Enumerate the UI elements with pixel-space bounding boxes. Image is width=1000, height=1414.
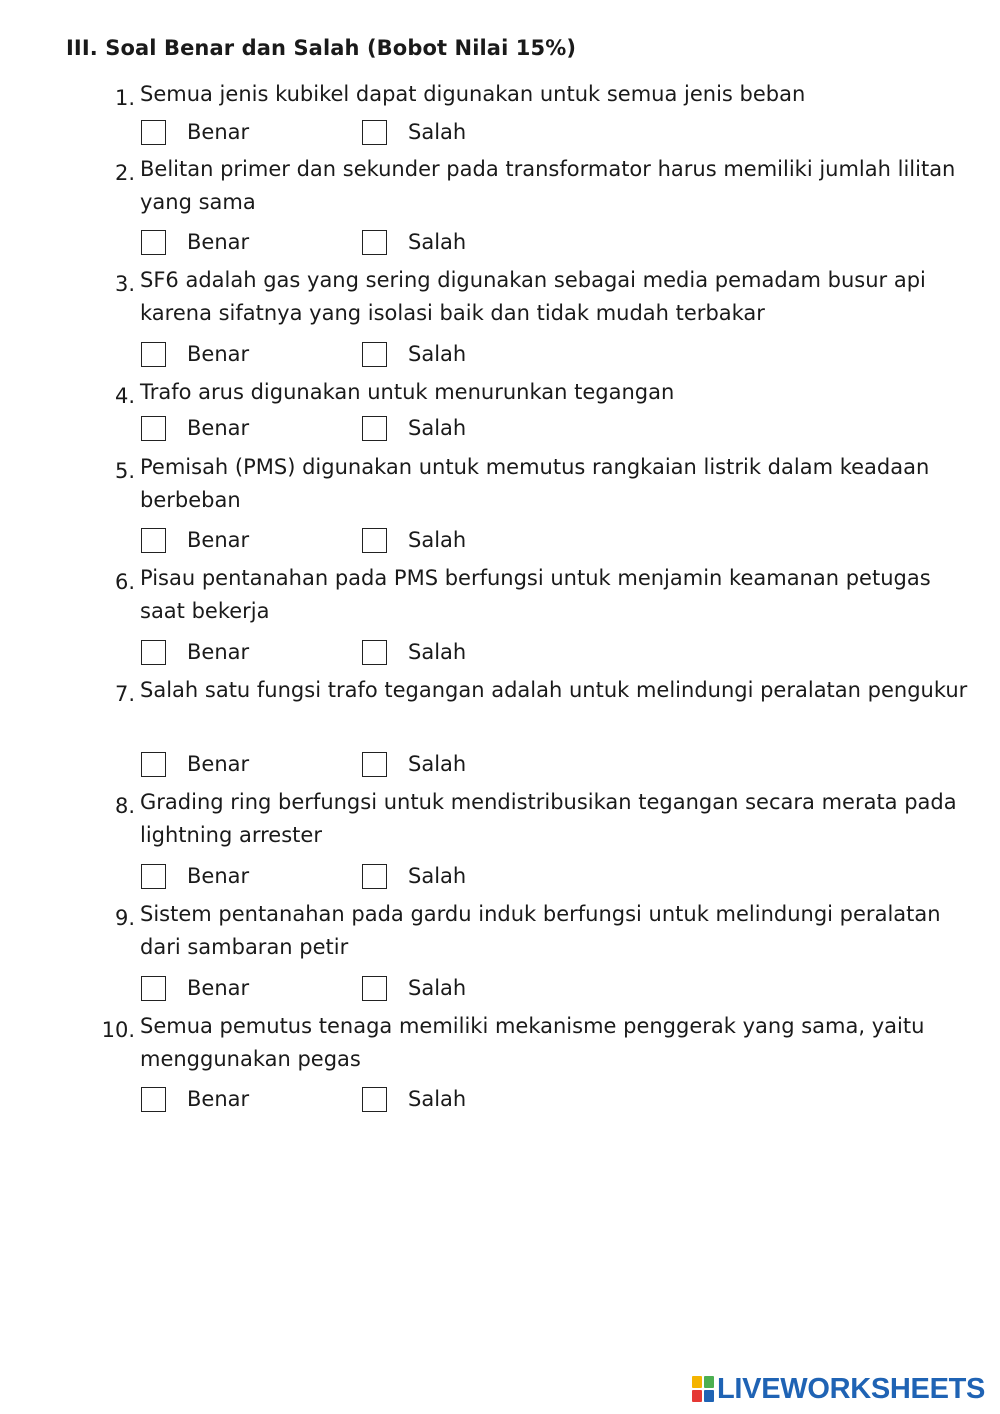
logo-square-3 [692,1390,702,1402]
checkbox-salah[interactable] [362,120,387,145]
checkbox-salah[interactable] [362,416,387,441]
label-benar: Benar [187,342,250,366]
question-number: 2. [114,161,135,185]
label-salah: Salah [408,230,467,254]
checkbox-salah[interactable] [362,342,387,367]
question-text: Semua jenis kubikel dapat digunakan untuk semua jenis beban [140,82,806,106]
checkbox-benar[interactable] [141,120,166,145]
label-salah: Salah [408,864,467,888]
checkbox-salah[interactable] [362,976,387,1001]
label-salah: Salah [408,120,467,144]
checkbox-benar[interactable] [141,752,166,777]
label-benar: Benar [187,528,250,552]
checkbox-benar[interactable] [141,864,166,889]
question-text: Pemisah (PMS) digunakan untuk memutus rangkaian listrik dalam keadaan berbeban [140,455,930,512]
label-benar: Benar [187,976,250,1000]
label-benar: Benar [187,864,250,888]
checkbox-salah[interactable] [362,1087,387,1112]
question-number: 10. [101,1018,135,1042]
label-salah: Salah [408,528,467,552]
checkbox-salah[interactable] [362,864,387,889]
question-number: 3. [114,272,135,296]
logo-icon [692,1376,714,1402]
question-text: Trafo arus digunakan untuk menurunkan tegangan [140,380,675,404]
label-salah: Salah [408,640,467,664]
question-text: Semua pemutus tenaga memiliki mekanisme penggerak yang sama, yaitu menggunakan pegas [140,1014,925,1071]
label-benar: Benar [187,416,250,440]
checkbox-salah[interactable] [362,528,387,553]
label-salah: Salah [408,976,467,1000]
checkbox-benar[interactable] [141,640,166,665]
checkbox-salah[interactable] [362,230,387,255]
label-benar: Benar [187,752,250,776]
question-number: 7. [114,682,135,706]
question-number: 4. [114,384,135,408]
checkbox-benar[interactable] [141,1087,166,1112]
checkbox-benar[interactable] [141,230,166,255]
question-number: 1. [114,86,135,110]
section-title: III. Soal Benar dan Salah (Bobot Nilai 15%) [66,36,577,60]
label-salah: Salah [408,752,467,776]
question-number: 8. [114,794,135,818]
label-benar: Benar [187,120,250,144]
checkbox-benar[interactable] [141,416,166,441]
question-text: SF6 adalah gas yang sering digunakan sebagai media pemadam busur api karena sifatnya yang isolasi baik dan tidak mudah terbakar [140,268,926,325]
logo-square-1 [692,1376,702,1388]
question-number: 9. [114,906,135,930]
checkbox-salah[interactable] [362,752,387,777]
question-text: Grading ring berfungsi untuk mendistribusikan tegangan secara merata pada lightning arrester [140,790,957,847]
liveworksheets-logo [692,1372,985,1406]
question-number: 5. [114,459,135,483]
label-salah: Salah [408,416,467,440]
checkbox-salah[interactable] [362,640,387,665]
question-text: Belitan primer dan sekunder pada transformator harus memiliki jumlah lilitan yang sama [140,157,956,214]
label-benar: Benar [187,230,250,254]
question-number: 6. [114,570,135,594]
question-text: Sistem pentanahan pada gardu induk berfungsi untuk melindungi peralatan dari sambaran petir [140,902,941,959]
logo-square-4 [704,1390,714,1402]
checkbox-benar[interactable] [141,528,166,553]
logo-text: LIVEWORKSHEETS [717,1372,986,1405]
checkbox-benar[interactable] [141,976,166,1001]
question-text: Salah satu fungsi trafo tegangan adalah untuk melindungi peralatan pengukur [140,678,968,702]
question-text: Pisau pentanahan pada PMS berfungsi untuk menjamin keamanan petugas saat bekerja [140,566,931,623]
label-salah: Salah [408,342,467,366]
label-benar: Benar [187,1087,250,1111]
label-benar: Benar [187,640,250,664]
logo-square-2 [704,1376,714,1388]
label-salah: Salah [408,1087,467,1111]
checkbox-benar[interactable] [141,342,166,367]
